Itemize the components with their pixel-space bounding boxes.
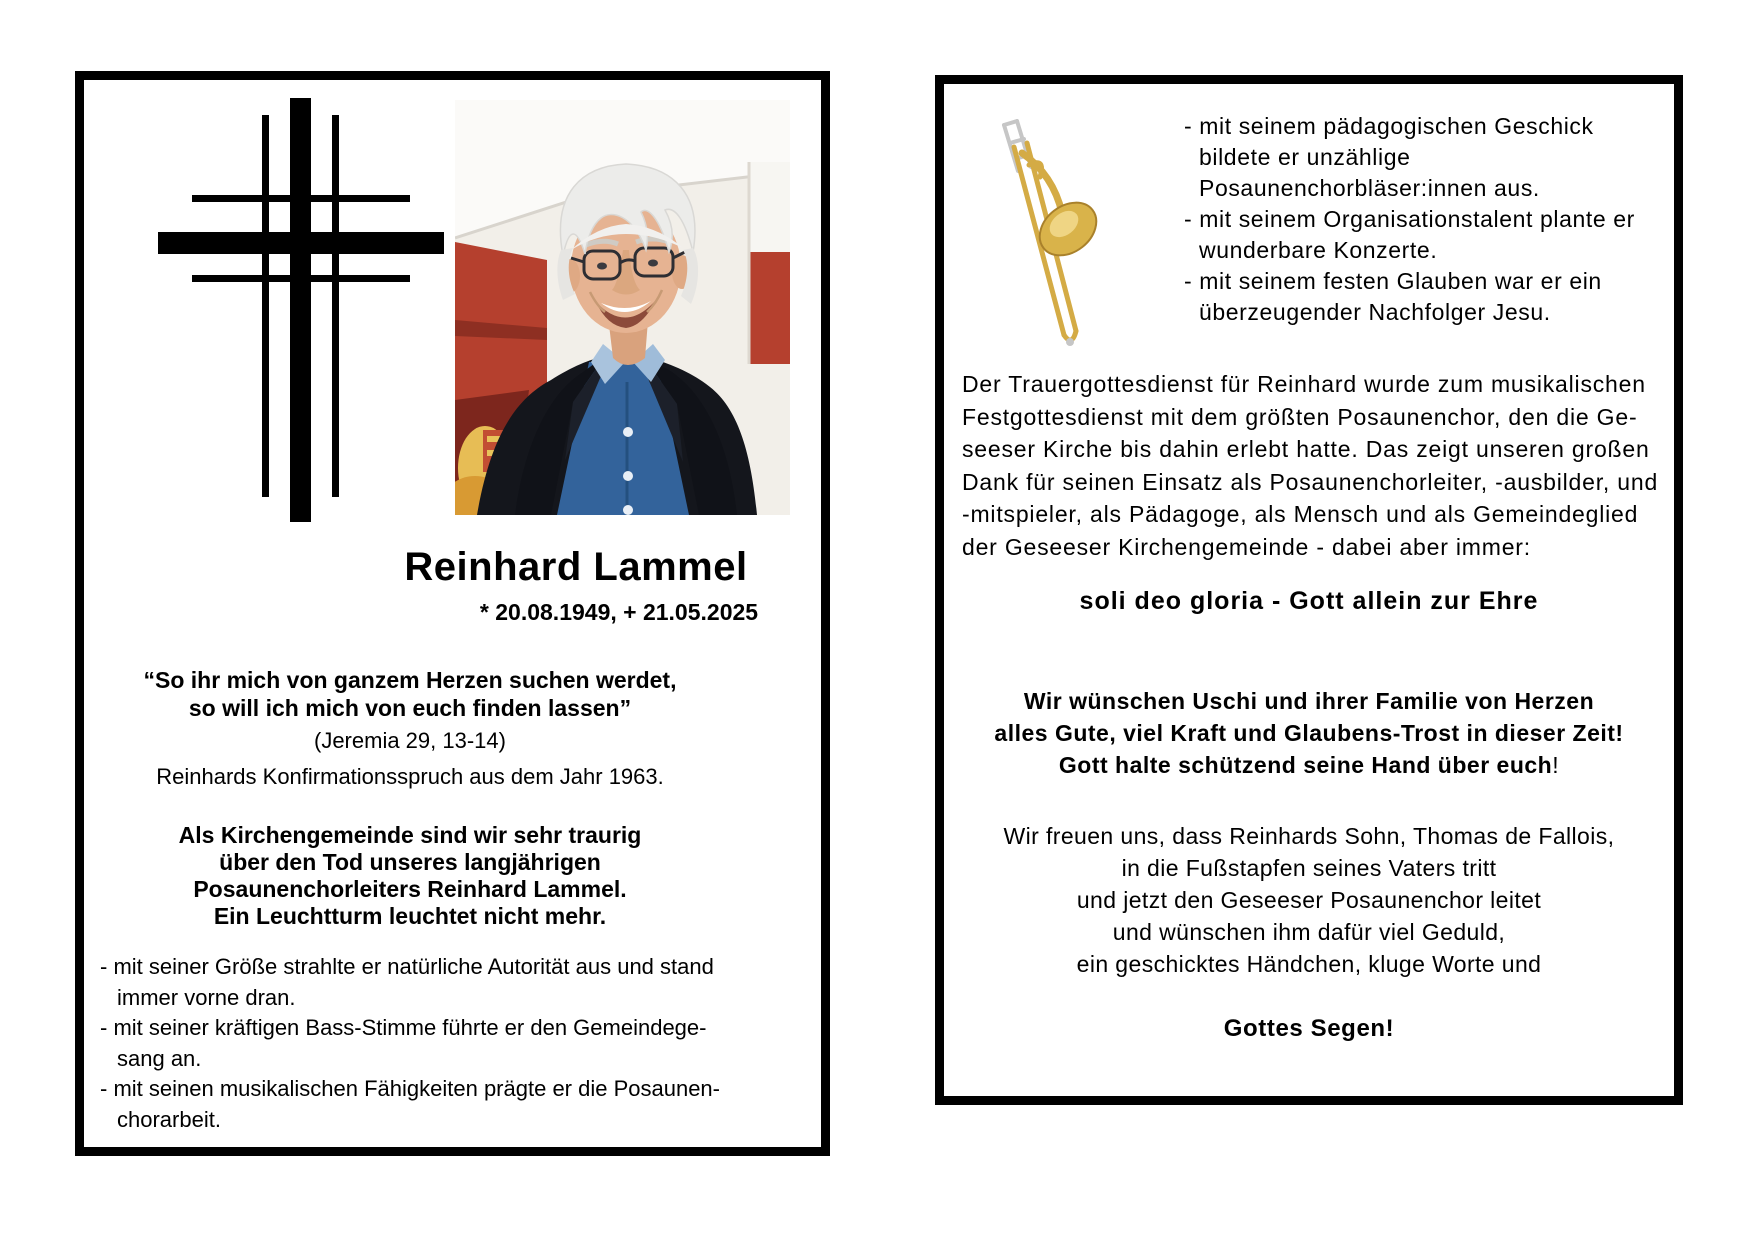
successor-paragraph bbox=[944, 820, 1674, 980]
portrait-photo bbox=[455, 100, 790, 515]
bullet-line: - mit seinen musikalischen Fähigkeiten prägte er die Posaunen- bbox=[100, 1076, 720, 1101]
bible-quote-line: “So ihr mich von ganzem Herzen suchen werdet, bbox=[143, 667, 677, 693]
wishes-line bbox=[944, 749, 1674, 781]
successor-line: ein geschicktes Händchen, kluge Worte und bbox=[1076, 951, 1542, 977]
mourning-line: über den Tod unseres langjährigen bbox=[219, 849, 601, 875]
bible-quote-source: (Jeremia 29, 13-14) bbox=[314, 728, 506, 753]
mourning-line: Ein Leuchtturm leuchtet nicht mehr. bbox=[213, 903, 607, 929]
bullet-line: immer vorne dran. bbox=[117, 984, 296, 1010]
bible-quote-line: so will ich mich von euch finden lassen” bbox=[188, 695, 632, 721]
cross-icon bbox=[158, 98, 444, 522]
paragraph-line: Festgottesdienst mit dem größten Posaunenchor, den die Ge- bbox=[962, 403, 1638, 430]
paragraph-line: der Geseeser Kirchengemeinde - dabei aber immer: bbox=[962, 533, 1531, 560]
confirmation-note: Reinhards Konfirmationsspruch aus dem Jahr 1963. bbox=[156, 764, 664, 789]
bullet-line: Posaunenchorbläser:innen aus. bbox=[1199, 175, 1540, 201]
bullet-line: - mit seinem Organisationstalent plante er bbox=[1184, 206, 1635, 232]
bullet-line: - mit seiner Größe strahlte er natürliche Autorität aus und stand bbox=[100, 954, 714, 979]
paragraph-line: Dank für seinen Einsatz als Posaunenchorleiter, -ausbilder, und bbox=[962, 468, 1659, 495]
mourning-line: Posaunenchorleiters Reinhard Lammel. bbox=[193, 876, 627, 902]
successor-line: und wünschen ihm dafür viel Geduld, bbox=[1112, 919, 1506, 945]
paragraph-line: -mitspieler, als Pädagoge, als Mensch und als Gemeindeglied bbox=[962, 501, 1639, 527]
successor-line: Wir freuen uns, dass Reinhards Sohn, Thomas de Fallois, bbox=[1003, 823, 1615, 849]
trombone-icon bbox=[984, 119, 1134, 354]
wishes-exclamation: ! bbox=[1552, 752, 1560, 778]
bible-quote bbox=[104, 666, 716, 722]
deceased-name: Reinhard Lammel bbox=[404, 545, 748, 589]
right-memorial-panel bbox=[935, 75, 1683, 1105]
bullet-line: überzeugender Nachfolger Jesu. bbox=[1199, 299, 1551, 325]
bullet-line: - mit seiner kräftigen Bass-Stimme führte er den Gemeindege- bbox=[100, 1015, 707, 1040]
mourning-statement bbox=[104, 822, 716, 930]
motto: soli deo gloria - Gott allein zur Ehre bbox=[1079, 587, 1539, 615]
wishes-line: Wir wünschen Uschi und ihrer Familie von Herzen bbox=[1023, 688, 1595, 714]
bullet-line: sang an. bbox=[117, 1045, 202, 1071]
tribute-bullet-list bbox=[100, 952, 816, 1135]
wishes-bold-part: Gott halte schützend seine Hand über euch bbox=[1058, 752, 1553, 778]
life-dates: * 20.08.1949, + 21.05.2025 bbox=[479, 599, 759, 625]
funeral-service-paragraph bbox=[962, 368, 1674, 563]
mourning-line: Als Kirchengemeinde sind wir sehr traurig bbox=[178, 822, 642, 848]
left-memorial-panel bbox=[75, 71, 830, 1156]
bullet-line: wunderbare Konzerte. bbox=[1199, 237, 1438, 263]
wishes-line: alles Gute, viel Kraft und Glaubens-Trost in dieser Zeit! bbox=[994, 720, 1624, 746]
bullet-line: chorarbeit. bbox=[117, 1106, 221, 1132]
successor-line: in die Fußstapfen seines Vaters tritt bbox=[1121, 855, 1497, 881]
blessing: Gottes Segen! bbox=[1223, 1015, 1395, 1042]
paragraph-line: Der Trauergottesdienst für Reinhard wurde zum musikalischen bbox=[962, 371, 1646, 397]
bullet-line: - mit seinem pädagogischen Geschick bbox=[1184, 113, 1594, 139]
bullet-line: - mit seinem festen Glauben war er ein bbox=[1184, 268, 1602, 294]
bullet-line: bildete er unzählige bbox=[1199, 144, 1411, 170]
tribute-bullet-list bbox=[1184, 111, 1656, 328]
successor-line: und jetzt den Geseeser Posaunenchor leitet bbox=[1076, 887, 1542, 913]
wishes-to-family bbox=[944, 685, 1674, 781]
paragraph-line: seeser Kirche bis dahin erlebt hatte. Das zeigt unseren großen bbox=[962, 436, 1650, 462]
